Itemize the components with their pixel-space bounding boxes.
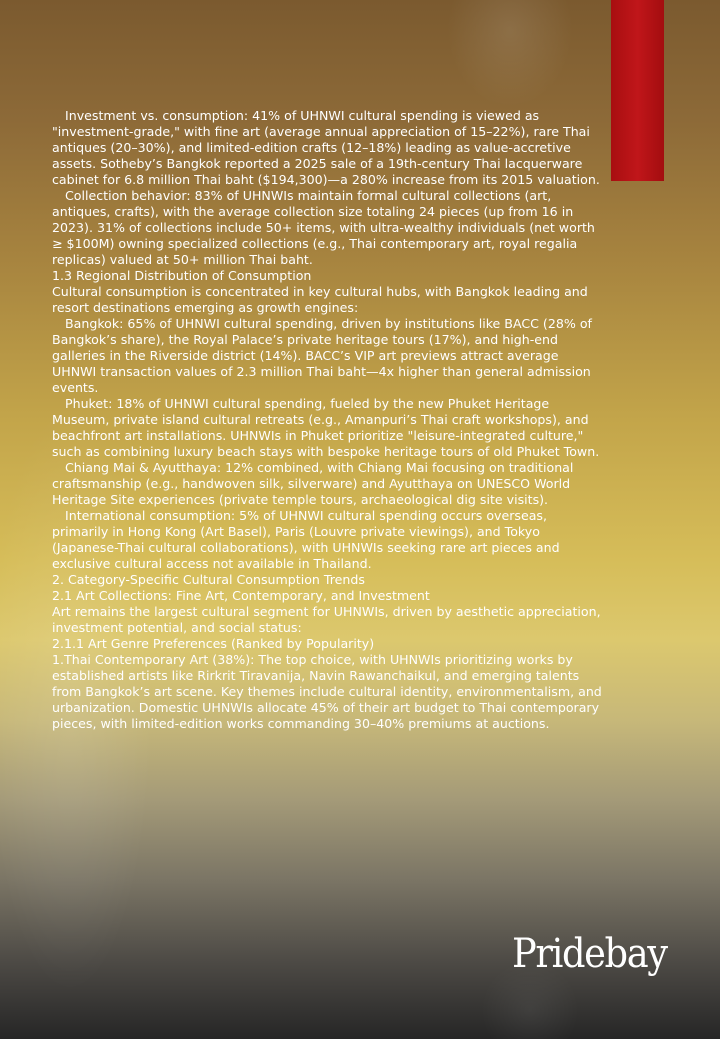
paragraph-investment-vs-consumption: Investment vs. consumption: 41% of UHNWI cultural spending is viewed as "investment-grade," with fine art (average annual appreciation of 15–22%), rare Thai antiques (20–30%), and limited-edition crafts (12–18%) leading as value-accretive assets. Sotheby’s Bangkok reported a 2025 sale of a 19th-century Thai lacquerware cabinet for 6.8 million Thai baht ($194,300)—a 280% increase from its 2015 valuation. [52,108,600,187]
paragraph-regional-intro: Cultural consumption is concentrated in key cultural hubs, with Bangkok leading and resort destinations emerging as growth engines: [52,284,588,315]
section-heading-category-trends: 2. Category-Specific Cultural Consumption Trends [52,572,365,587]
paragraph-international-consumption: International consumption: 5% of UHNWI cultural spending occurs overseas, primarily in Hong Kong (Art Basel), Paris (Louvre private viewings), and Tokyo (Japanese-Thai cultural collaborations), with UHNWIs seeking rare art pieces and exclusive cultural access not available in Thailand. [52,508,560,571]
paragraph-chiang-mai-ayutthaya: Chiang Mai & Ayutthaya: 12% combined, with Chiang Mai focusing on traditional craftsmanship (e.g., handwoven silk, silverware) and Ayutthaya on UNESCO World Heritage Site experiences (private temple tours, archaeological dig site visits). [52,460,574,507]
section-heading-art-genre-preferences: 2.1.1 Art Genre Preferences (Ranked by Popularity) [52,636,375,651]
section-heading-regional-distribution: 1.3 Regional Distribution of Consumption [52,268,312,283]
paragraph-art-intro: Art remains the largest cultural segment for UHNWIs, driven by aesthetic appreciation, investment potential, and social status: [52,604,601,635]
red-bookmark-ribbon [611,0,664,181]
paragraph-thai-contemporary-art: 1.Thai Contemporary Art (38%): The top choice, with UHNWIs prioritizing works by established artists like Rirkrit Tiravanija, Navin Rawanchaikul, and emerging talents from Bangkok’s art scene. Key themes include cultural identity, environmentalism, and urbanization. Domestic UHNWIs allocate 45% of their art budget to Thai contemporary pieces, with limited-edition works commanding 30–40% premiums at auctions. [52,652,602,731]
document-body [52,108,604,732]
pridebay-logo: Pridebay [512,931,667,977]
paragraph-bangkok: Bangkok: 65% of UHNWI cultural spending, driven by institutions like BACC (28% of Bangkok’s share), the Royal Palace’s private heritage tours (17%), and high-end galleries in the Riverside district (14%). BACC’s VIP art previews attract average UHNWI transaction values of 2.3 million Thai baht—4x higher than general admission events. [52,316,592,395]
paragraph-collection-behavior: Collection behavior: 83% of UHNWIs maintain formal cultural collections (art, antiques, crafts), with the average collection size totaling 24 pieces (up from 16 in 2023). 31% of collections include 50+ items, with ultra-wealthy individuals (net worth ≥ $100M) owning specialized collections (e.g., Thai contemporary art, royal regalia replicas) valued at 50+ million Thai baht. [52,188,595,267]
section-heading-art-collections: 2.1 Art Collections: Fine Art, Contemporary, and Investment [52,588,430,603]
paragraph-phuket: Phuket: 18% of UHNWI cultural spending, fueled by the new Phuket Heritage Museum, private island cultural retreats (e.g., Amanpuri’s Thai craft workshops), and beachfront art installations. UHNWIs in Phuket prioritize "leisure-integrated culture," such as combining luxury beach stays with bespoke heritage tours of old Phuket Town. [52,396,600,459]
